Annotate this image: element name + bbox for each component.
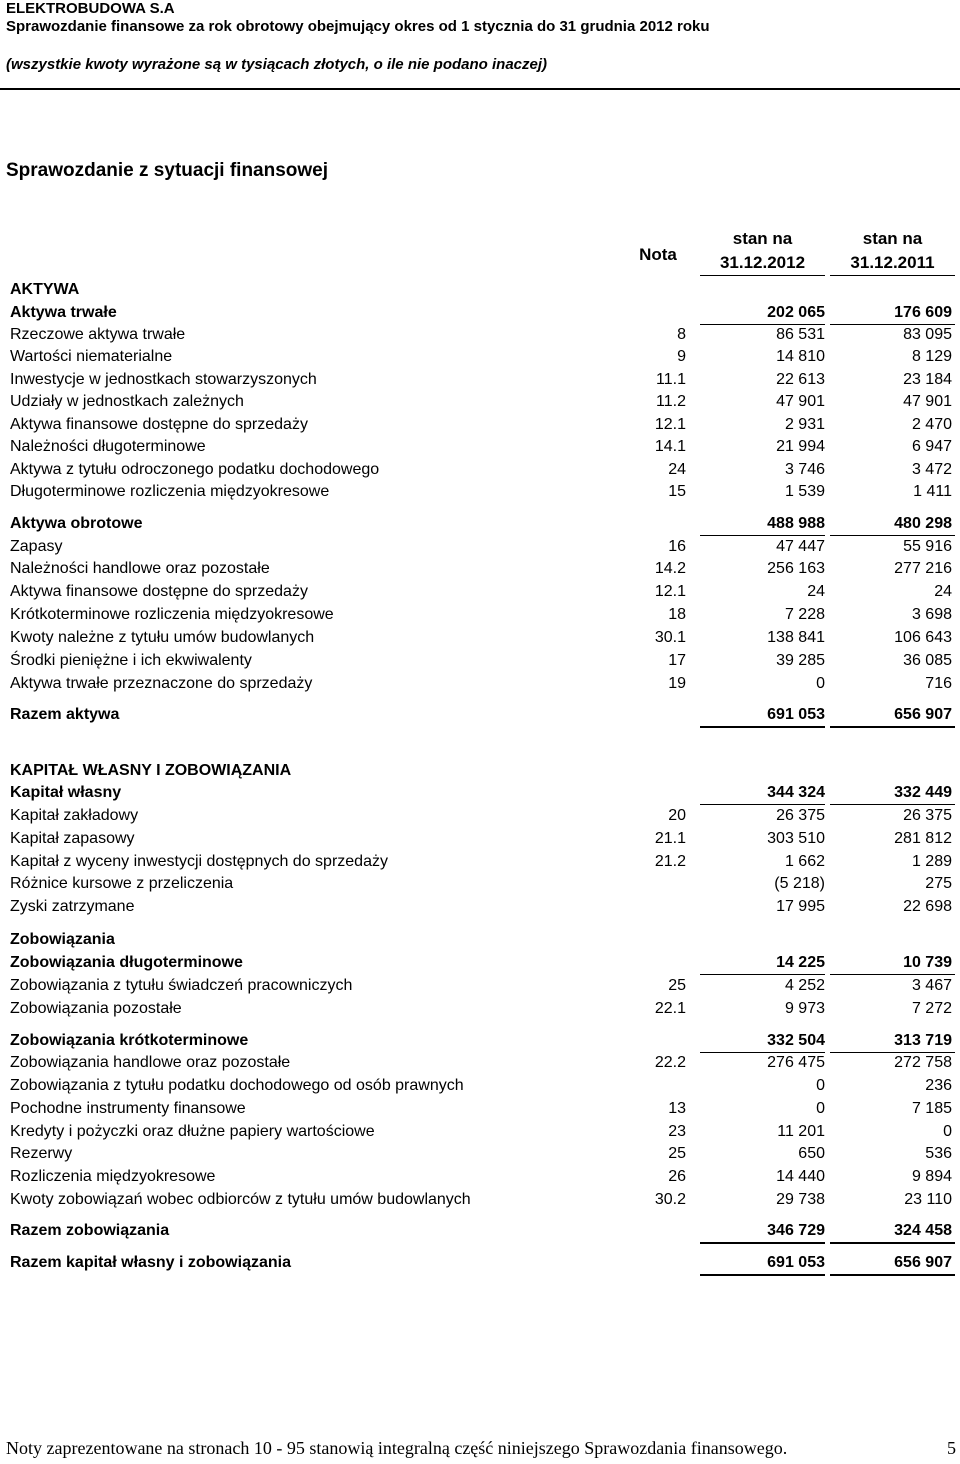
row-value-2011: 324 458 (894, 1222, 952, 1239)
row-label: Inwestycje w jednostkach stowarzyszonych (10, 371, 317, 388)
row-value-2011: 36 085 (903, 652, 952, 669)
row-nota: 21.1 (654, 830, 686, 847)
table-row (10, 558, 955, 580)
row-nota: 22.2 (654, 1054, 686, 1071)
row-value-2012: 29 738 (776, 1191, 825, 1208)
total-underline-2011 (830, 726, 955, 728)
row-value-2012: 650 (798, 1145, 825, 1162)
row-value-2011: 272 758 (894, 1054, 952, 1071)
row-value-2012: 7 228 (784, 606, 825, 623)
row-value-2012: 0 (816, 1100, 825, 1117)
table-row (10, 975, 955, 997)
table-row (10, 414, 955, 436)
row-nota: 24 (668, 461, 686, 478)
total-underline-2012 (700, 1274, 825, 1276)
row-label: Aktywa trwałe (10, 304, 117, 321)
column-header-2012-line1: stan na (732, 229, 793, 248)
row-value-2012: 86 531 (776, 326, 825, 343)
row-value-2011: 480 298 (894, 515, 952, 532)
table-row (10, 459, 955, 481)
table-row (10, 436, 955, 458)
row-nota: 18 (668, 606, 686, 623)
row-value-2011: 47 901 (903, 393, 952, 410)
row-nota: 16 (668, 538, 686, 555)
table-row (10, 346, 955, 368)
row-label: Różnice kursowe z przeliczenia (10, 875, 234, 892)
row-label: Długoterminowe rozliczenia międzyokresowe (10, 483, 330, 500)
row-value-2012: 11 201 (777, 1123, 825, 1140)
row-value-2012: 346 729 (767, 1222, 825, 1239)
row-nota: 21.2 (654, 853, 686, 870)
row-nota: 17 (668, 652, 686, 669)
row-value-2012: 39 285 (776, 652, 825, 669)
row-label: Pochodne instrumenty finansowe (10, 1100, 246, 1117)
row-value-2012: 14 225 (776, 954, 825, 971)
table-row (10, 1166, 955, 1188)
row-value-2012: 138 841 (767, 629, 825, 646)
table-row (10, 828, 955, 850)
row-value-2011: 23 184 (903, 371, 952, 388)
column-header-2011-line1: stan na (862, 229, 923, 248)
row-nota: 26 (668, 1168, 686, 1185)
table-row (10, 604, 955, 626)
row-nota: 13 (668, 1100, 686, 1117)
footer-note: Noty zaprezentowane na stronach 10 - 95 stanowią integralną część niniejszego Sprawozdania finansowego. (6, 1438, 788, 1458)
table-row (10, 279, 955, 301)
row-value-2011: 716 (925, 675, 952, 692)
table-row (10, 536, 955, 558)
row-value-2012: 47 901 (776, 393, 825, 410)
row-label: Aktywa finansowe dostępne do sprzedaży (10, 416, 308, 433)
row-label: Udziały w jednostkach zależnych (10, 393, 244, 410)
table-row (10, 896, 955, 918)
row-value-2011: 656 907 (894, 1254, 952, 1271)
column-header-underline-2012 (700, 275, 825, 276)
total-underline-2012 (700, 726, 825, 728)
row-label: Zyski zatrzymane (10, 898, 135, 915)
column-header-2012 (700, 227, 825, 275)
row-value-2011: 55 916 (903, 538, 952, 555)
row-label: Zobowiązania długoterminowe (10, 954, 243, 971)
row-value-2011: 83 095 (903, 326, 952, 343)
row-value-2011: 1 411 (913, 483, 952, 500)
column-header-underline-2011 (830, 275, 955, 276)
table-row (10, 873, 955, 895)
row-label: Aktywa trwałe przeznaczone do sprzedaży (10, 675, 313, 692)
table-row (10, 929, 955, 951)
row-value-2011: 10 739 (903, 954, 952, 971)
row-value-2011: 7 272 (911, 1000, 952, 1017)
row-value-2012: 22 613 (776, 371, 825, 388)
row-nota: 22.1 (654, 1000, 686, 1017)
row-value-2012: 21 994 (776, 438, 825, 455)
row-value-2011: 236 (925, 1077, 952, 1094)
row-value-2011: 3 472 (911, 461, 952, 478)
table-row (10, 1030, 955, 1052)
row-nota: 30.2 (654, 1191, 686, 1208)
currency-note: (wszystkie kwoty wyrażone są w tysiącach złotych, o ile nie podano inaczej) (6, 56, 548, 73)
row-label: Zobowiązania krótkoterminowe (10, 1032, 249, 1049)
row-value-2011: 23 110 (904, 1191, 952, 1208)
table-row (10, 481, 955, 503)
table-row (10, 1143, 955, 1165)
row-nota: 25 (668, 1145, 686, 1162)
row-label: Kapitał własny (10, 784, 122, 801)
row-value-2012: 4 252 (784, 977, 825, 994)
row-value-2011: 1 289 (911, 853, 952, 870)
row-nota: 25 (668, 977, 686, 994)
row-label: Zobowiązania (10, 931, 115, 948)
column-header-2012-line2: 31.12.2012 (719, 253, 806, 272)
row-nota: 11.1 (656, 371, 686, 388)
row-value-2011: 22 698 (903, 898, 952, 915)
row-label: Zobowiązania z tytułu świadczeń pracowniczych (10, 977, 353, 994)
row-label: Należności handlowe oraz pozostałe (10, 560, 270, 577)
table-row (10, 704, 955, 726)
row-label: Zobowiązania handlowe oraz pozostałe (10, 1054, 291, 1071)
row-label: Środki pieniężne i ich ekwiwalenty (10, 652, 252, 669)
row-label: Rozliczenia międzyokresowe (10, 1168, 216, 1185)
row-label: Kwoty należne z tytułu umów budowlanych (10, 629, 315, 646)
row-nota: 9 (677, 348, 686, 365)
table-row (10, 650, 955, 672)
total-underline-2011 (830, 1242, 955, 1244)
page-number: 5 (947, 1438, 956, 1458)
table-row (10, 1252, 955, 1274)
table-row (10, 998, 955, 1020)
row-value-2011: 24 (934, 583, 952, 600)
table-row (10, 1075, 955, 1097)
row-value-2011: 3 698 (911, 606, 952, 623)
row-value-2012: (5 218) (774, 875, 825, 892)
row-label: Razem aktywa (10, 706, 120, 723)
row-label: Zapasy (10, 538, 63, 555)
table-row (10, 805, 955, 827)
row-value-2011: 2 470 (911, 416, 952, 433)
company-name: ELEKTROBUDOWA S.A (6, 0, 175, 17)
row-value-2012: 332 504 (767, 1032, 825, 1049)
row-value-2012: 14 440 (776, 1168, 825, 1185)
row-value-2012: 691 053 (767, 1254, 825, 1271)
row-value-2011: 9 894 (911, 1168, 952, 1185)
row-label: Kapitał z wyceny inwestycji dostępnych do sprzedaży (10, 853, 388, 870)
row-label: Razem kapitał własny i zobowiązania (10, 1254, 291, 1271)
row-value-2011: 8 129 (911, 348, 952, 365)
row-value-2011: 313 719 (894, 1032, 952, 1049)
row-label: Aktywa obrotowe (10, 515, 143, 532)
row-value-2012: 202 065 (767, 304, 825, 321)
row-value-2012: 303 510 (767, 830, 825, 847)
table-row (10, 851, 955, 873)
footer (6, 1438, 956, 1459)
row-value-2011: 106 643 (894, 629, 952, 646)
row-label: Kapitał zakładowy (10, 807, 139, 824)
row-nota: 12.1 (654, 416, 686, 433)
table-row (10, 1098, 955, 1120)
table-row (10, 1189, 955, 1211)
row-nota: 12.1 (654, 583, 686, 600)
table-row (10, 391, 955, 413)
row-label: KAPITAŁ WŁASNY I ZOBOWIĄZANIA (10, 762, 292, 779)
row-value-2012: 0 (816, 1077, 825, 1094)
table-row (10, 782, 955, 804)
row-value-2012: 256 163 (767, 560, 825, 577)
total-underline-2011 (830, 1274, 955, 1276)
row-label: Razem zobowiązania (10, 1222, 170, 1239)
row-label: Aktywa finansowe dostępne do sprzedaży (10, 583, 308, 600)
table-row (10, 513, 955, 535)
table-row (10, 369, 955, 391)
row-nota: 14.1 (654, 438, 686, 455)
row-value-2011: 7 185 (911, 1100, 952, 1117)
row-value-2012: 24 (807, 583, 825, 600)
row-value-2011: 332 449 (894, 784, 952, 801)
row-value-2011: 281 812 (894, 830, 952, 847)
table-row (10, 302, 955, 324)
row-label: Kwoty zobowiązań wobec odbiorców z tytułu umów budowlanych (10, 1191, 471, 1208)
row-label: Aktywa z tytułu odroczonego podatku dochodowego (10, 461, 380, 478)
column-header-nota: Nota (639, 245, 677, 264)
row-value-2012: 344 324 (767, 784, 825, 801)
total-underline-2012 (700, 1242, 825, 1244)
row-value-2012: 17 995 (776, 898, 825, 915)
header-divider (0, 88, 960, 90)
row-value-2012: 691 053 (767, 706, 825, 723)
row-value-2012: 3 746 (784, 461, 825, 478)
row-value-2011: 3 467 (911, 977, 952, 994)
row-value-2012: 14 810 (776, 348, 825, 365)
row-value-2012: 488 988 (767, 515, 825, 532)
row-label: Kredyty i pożyczki oraz dłużne papiery wartościowe (10, 1123, 375, 1140)
row-nota: 20 (668, 807, 686, 824)
row-value-2012: 47 447 (776, 538, 825, 555)
row-label: Zobowiązania z tytułu podatku dochodowego od osób prawnych (10, 1077, 464, 1094)
table-row (10, 1052, 955, 1074)
report-title: Sprawozdanie finansowe za rok obrotowy obejmujący okres od 1 stycznia do 31 grudnia 2012 roku (6, 18, 710, 35)
row-nota: 15 (668, 483, 686, 500)
row-nota: 19 (668, 675, 686, 692)
row-value-2011: 176 609 (894, 304, 952, 321)
row-label: Należności długoterminowe (10, 438, 206, 455)
row-value-2011: 0 (943, 1123, 952, 1140)
row-nota: 14.2 (654, 560, 686, 577)
row-value-2011: 275 (925, 875, 952, 892)
table-row (10, 324, 955, 346)
column-header-2011 (830, 227, 955, 275)
table-row (10, 1220, 955, 1242)
row-value-2011: 277 216 (894, 560, 952, 577)
column-header-2011-line2: 31.12.2011 (850, 253, 935, 272)
row-value-2012: 1 662 (784, 853, 825, 870)
row-label: Kapitał zapasowy (10, 830, 135, 847)
table-row (10, 760, 955, 782)
row-value-2012: 0 (816, 675, 825, 692)
row-label: Rzeczowe aktywa trwałe (10, 326, 186, 343)
table-row (10, 673, 955, 695)
row-value-2012: 26 375 (776, 807, 825, 824)
row-nota: 23 (668, 1123, 686, 1140)
row-label: AKTYWA (10, 281, 80, 298)
row-label: Zobowiązania pozostałe (10, 1000, 182, 1017)
row-nota: 11.2 (656, 393, 686, 410)
row-value-2011: 536 (925, 1145, 952, 1162)
statement-title: Sprawozdanie z sytuacji finansowej (6, 160, 329, 181)
row-nota: 30.1 (654, 629, 686, 646)
row-label: Wartości niematerialne (10, 348, 173, 365)
row-value-2012: 2 931 (784, 416, 825, 433)
row-value-2012: 9 973 (784, 1000, 825, 1017)
row-nota: 8 (677, 326, 686, 343)
row-value-2012: 1 539 (784, 483, 825, 500)
row-value-2011: 26 375 (903, 807, 952, 824)
table-row (10, 581, 955, 603)
row-label: Rezerwy (10, 1145, 73, 1162)
table-row (10, 627, 955, 649)
row-value-2011: 656 907 (894, 706, 952, 723)
row-value-2012: 276 475 (767, 1054, 825, 1071)
row-label: Krótkoterminowe rozliczenia międzyokresowe (10, 606, 334, 623)
row-value-2011: 6 947 (911, 438, 952, 455)
table-row (10, 952, 955, 974)
table-row (10, 1121, 955, 1143)
